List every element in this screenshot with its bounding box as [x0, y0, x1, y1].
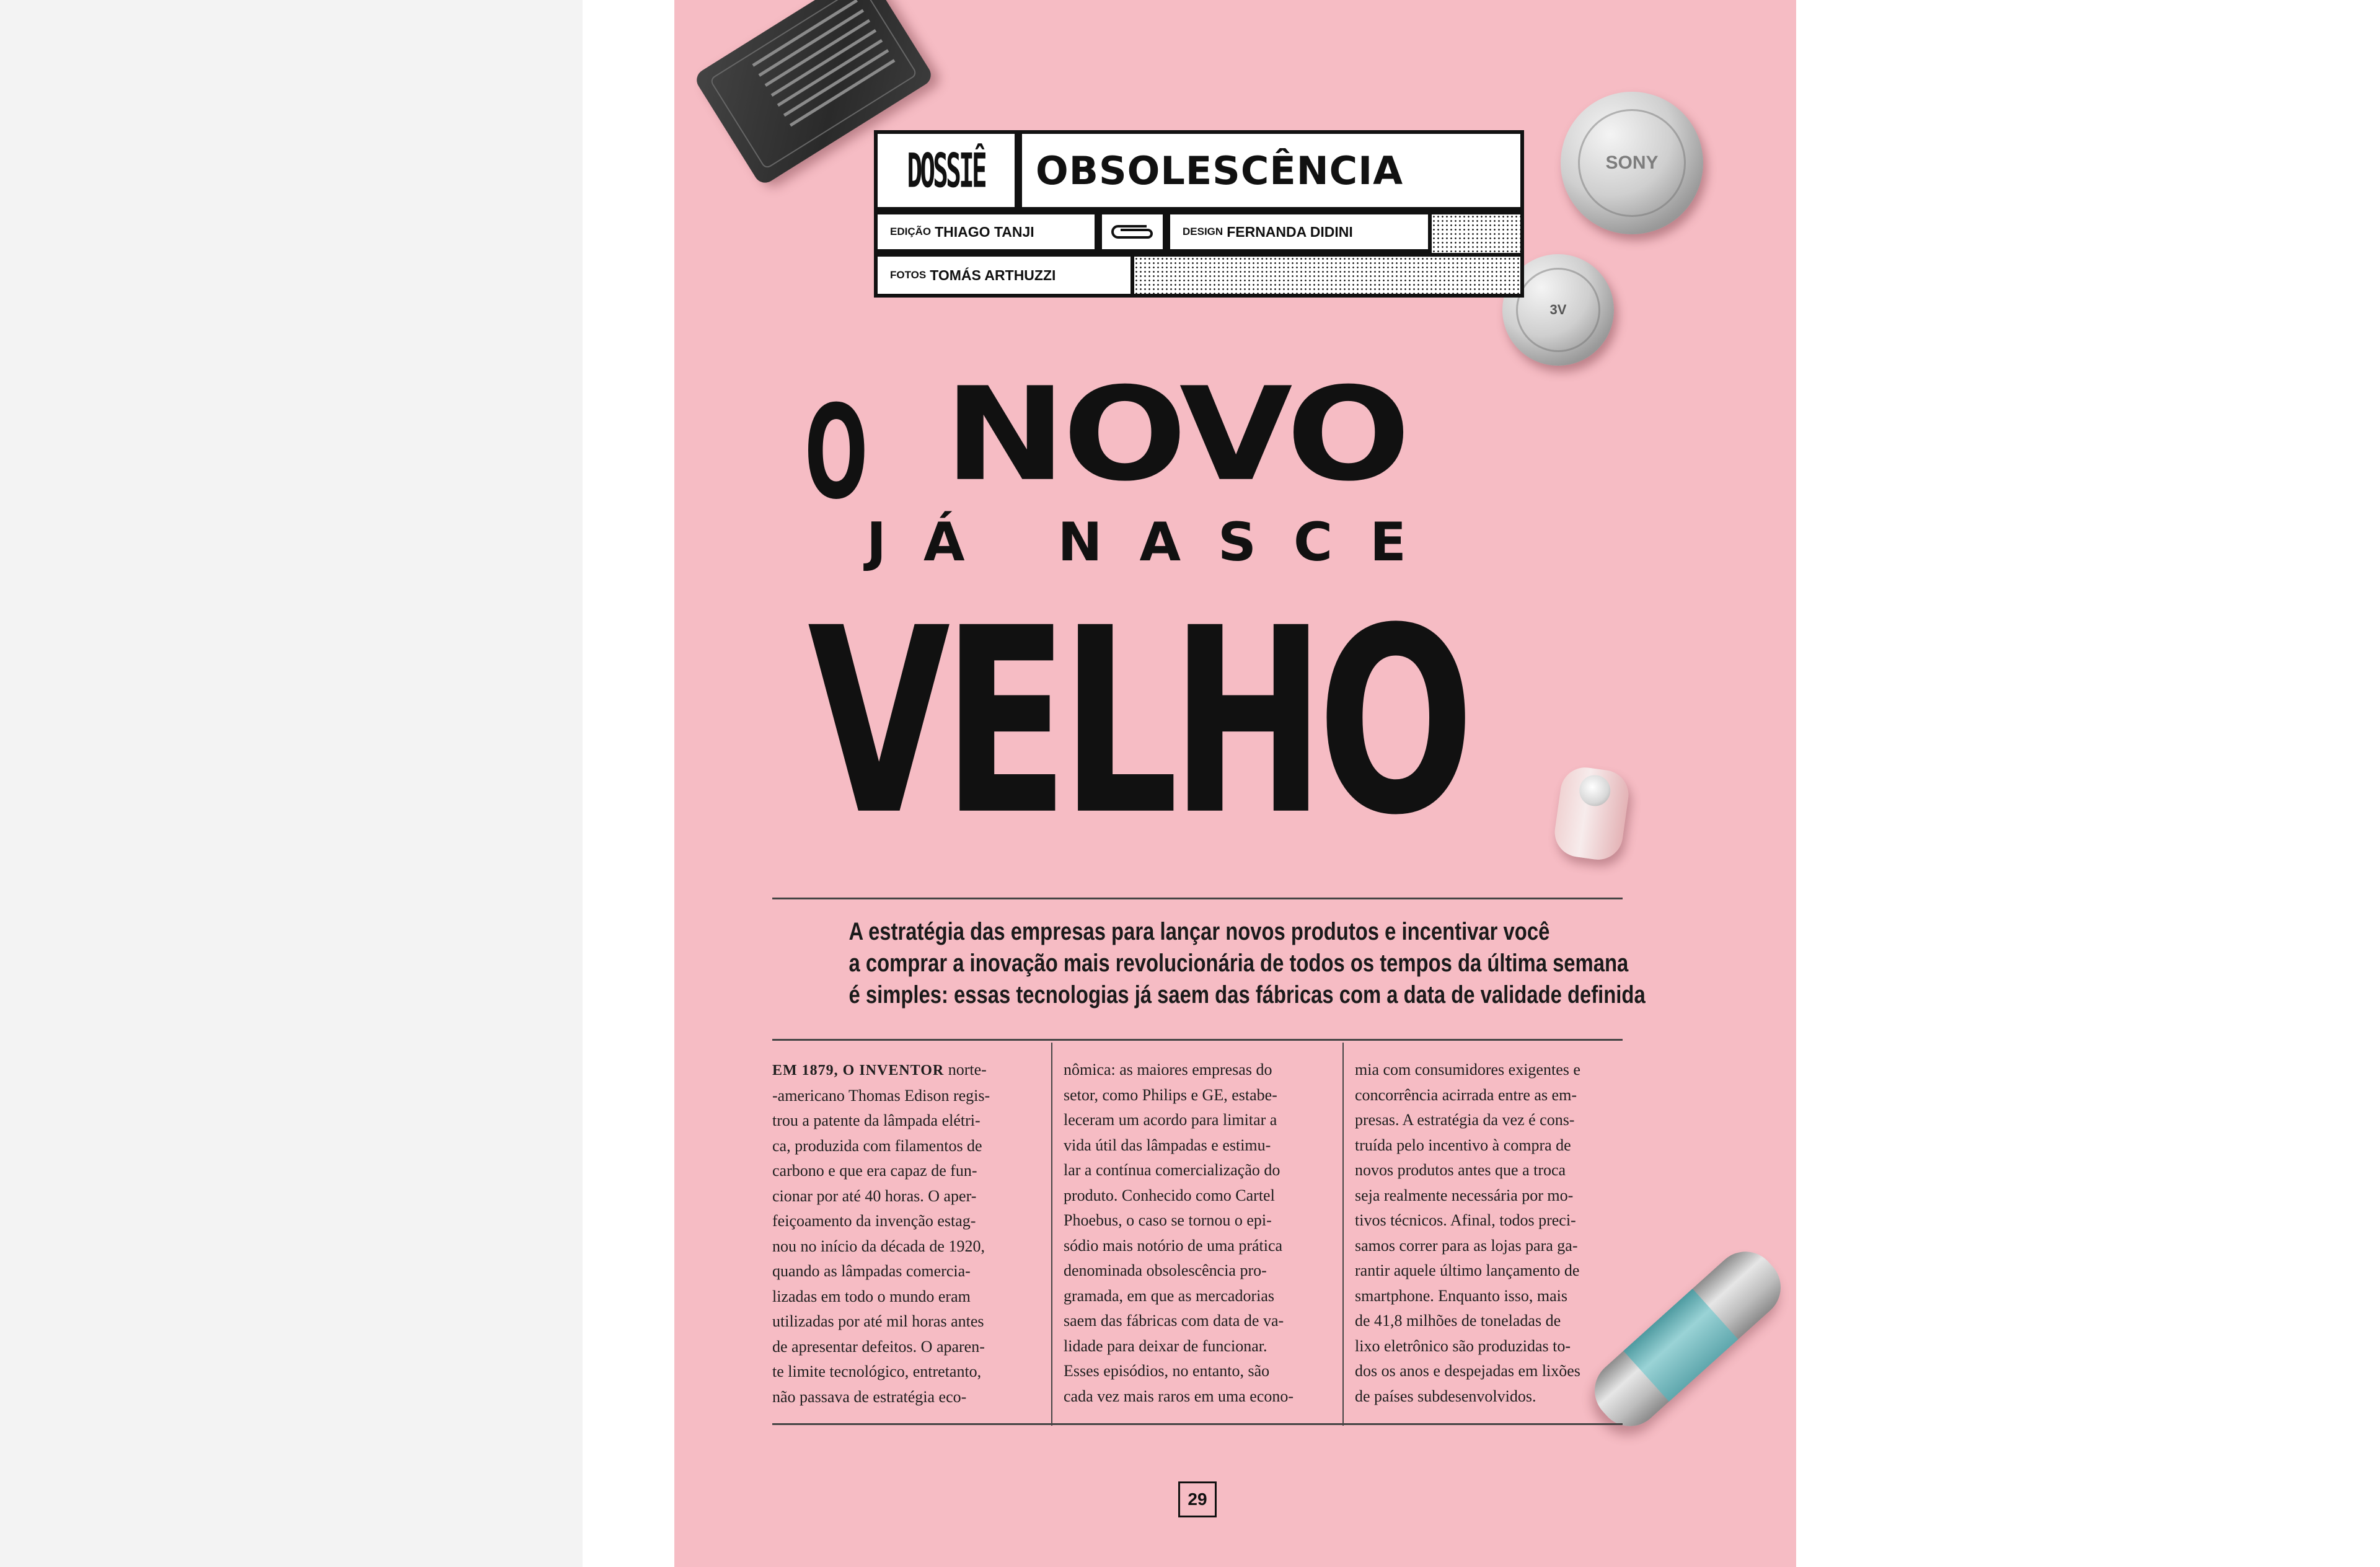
divider: [772, 1423, 1623, 1425]
magazine-page: [674, 0, 1796, 1567]
left-margin: [0, 0, 583, 1567]
halftone-pattern: [1432, 211, 1524, 255]
section-header: [874, 130, 1577, 298]
divider: [772, 898, 1623, 899]
headline-line-1: O NOVO: [804, 360, 1407, 528]
section-label: DOSSIÊ: [874, 130, 1018, 211]
edition-credit: EDIÇÃO THIAGO TANJI: [874, 211, 1098, 253]
page-number: 29: [1178, 1481, 1217, 1517]
divider: [772, 1039, 1623, 1041]
body-column-3: mia com consumidores exigentes e concorrência acirrada entre as em- presas. A estratégia da vez é cons- truída pelo incentivo à compra de novos produtos antes que a troca seja realmente necessária por mo- tivos técnicos. Afinal, todos preci- samos correr para as lojas para ga- rantir aquele último lançamento de smartphone. Enquanto isso, mais de 41,8 milhões de toneladas de lixo eletrônico são produzidas to- dos os anos e despejadas em lixões de países subdesenvolvidos.: [1355, 1061, 1580, 1405]
design-credit: DESIGN FERNANDA DIDINI: [1166, 211, 1432, 253]
column-rule: [1342, 1043, 1344, 1426]
halftone-pattern: [1134, 253, 1524, 298]
headline-line-2: JÁ NASCE: [866, 511, 1443, 573]
body-column-1: EM 1879, O INVENTOR norte- -americano Thomas Edison regis- trou a patente da lâmpada elétri- ca, produzida com filamentos de carbono e que era capaz de fun- cionar por até 40 horas. O aper- feiçoamento da invenção estag- nou no início da década de 1920, quando as lâmpadas comercia- lizadas em todo o mundo eram utilizadas por até mil horas antes de apresentar defeitos. O aparen- te limite tecnológico, entretanto, não passava de estratégia eco-: [772, 1061, 990, 1406]
column-rule: [1051, 1043, 1052, 1426]
coin-battery-cr2032-photo: 3V: [1502, 254, 1614, 366]
headline-line-3: VELHO: [808, 573, 1467, 872]
standfirst: A estratégia das empresas para lançar novos produtos e incentivar você a comprar a inovação mais revolucionária de todos os tempos da última semana é simples: essas tecnologias já saem das fábricas com a data de validade definida: [848, 918, 1646, 1009]
paperclip-icon: [1098, 211, 1166, 253]
topic-label: OBSOLESCÊNCIA: [1018, 130, 1524, 211]
body-column-2: nômica: as maiores empresas do setor, como Philips e GE, estabe- leceram um acordo para limitar a vida útil das lâmpadas e estimu- lar a contínua comercialização do produto. Conhecido como Cartel Phoebus, o caso se tornou o epi- sódio mais notório de uma prática denominada obsolescência pro- gramada, em que as mercadorias saem das fábricas com data de va- lidade para deixar de funcionar. Esses episódios, no entanto, são cada vez mais raros em uma econo-: [1064, 1061, 1294, 1405]
photo-credit: FOTOS TOMÁS ARTHUZZI: [874, 253, 1134, 298]
coin-battery-cr2450-photo: SONY: [1561, 92, 1703, 234]
